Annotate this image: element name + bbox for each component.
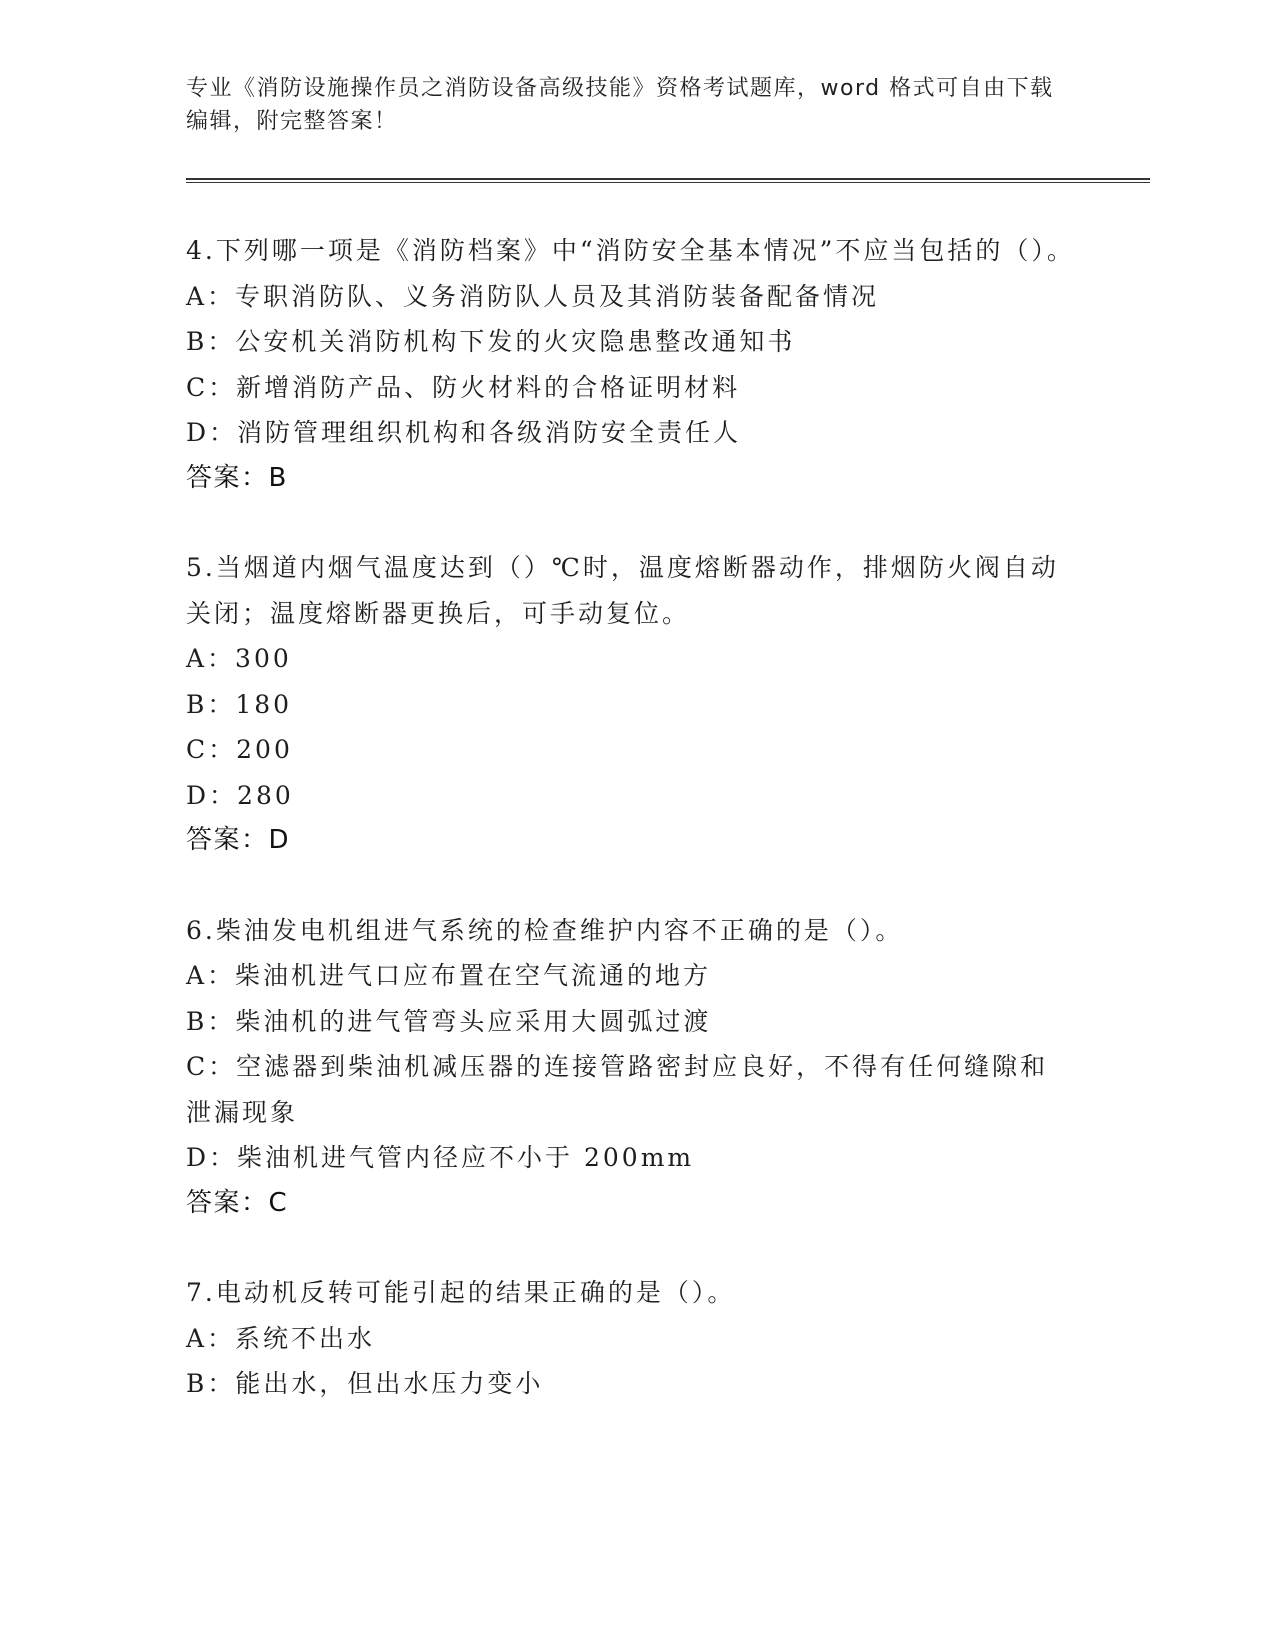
option-b: B：公安机关消防机构下发的火灾隐患整改通知书 [186,327,796,356]
option-a: A：柴油机进气口应布置在空气流通的地方 [186,961,712,990]
answer-line: 答案：B [186,462,288,493]
question-4 [186,228,1076,501]
question-stem: 5.当烟道内烟气温度达到（）℃时，温度熔断器动作，排烟防火阀自动关闭；温度熔断器更换后，可手动复位。 [186,553,1059,628]
option-d: D：280 [186,780,294,810]
question-7 [186,1270,1076,1407]
document-header: 专业《消防设施操作员之消防设备高级技能》资格考试题库，word 格式可自由下载编辑，附完整答案！ [186,76,1054,134]
option-b: B：能出水，但出水压力变小 [186,1369,544,1398]
header-divider [186,178,1150,183]
question-6 [186,908,1076,1227]
question-stem: 4.下列哪一项是《消防档案》中“消防安全基本情况”不应当包括的（）。 [186,236,1075,265]
option-a: A：专职消防队、义务消防队人员及其消防装备配备情况 [186,281,880,311]
option-c: C：新增消防产品、防火材料的合格证明材料 [186,372,741,402]
option-b: B：柴油机的进气管弯头应采用大圆弧过渡 [186,1006,712,1036]
option-d: D：柴油机进气管内径应不小于 200mm [186,1143,695,1172]
option-c: C：200 [186,735,293,764]
question-list [186,228,1076,1451]
answer-line: 答案：C [186,1187,289,1218]
answer-line: 答案：D [186,825,291,855]
option-a: A：300 [186,644,292,673]
option-b: B：180 [186,689,293,719]
option-c: C：空滤器到柴油机减压器的连接管路密封应良好，不得有任何缝隙和泄漏现象 [186,1052,1049,1127]
option-a: A：系统不出水 [186,1323,376,1353]
question-stem: 7.电动机反转可能引起的结果正确的是（）。 [186,1278,736,1307]
option-d: D：消防管理组织机构和各级消防安全责任人 [186,418,742,447]
question-stem: 6.柴油发电机组进气系统的检查维护内容不正确的是（）。 [186,915,904,945]
question-5 [186,545,1076,864]
